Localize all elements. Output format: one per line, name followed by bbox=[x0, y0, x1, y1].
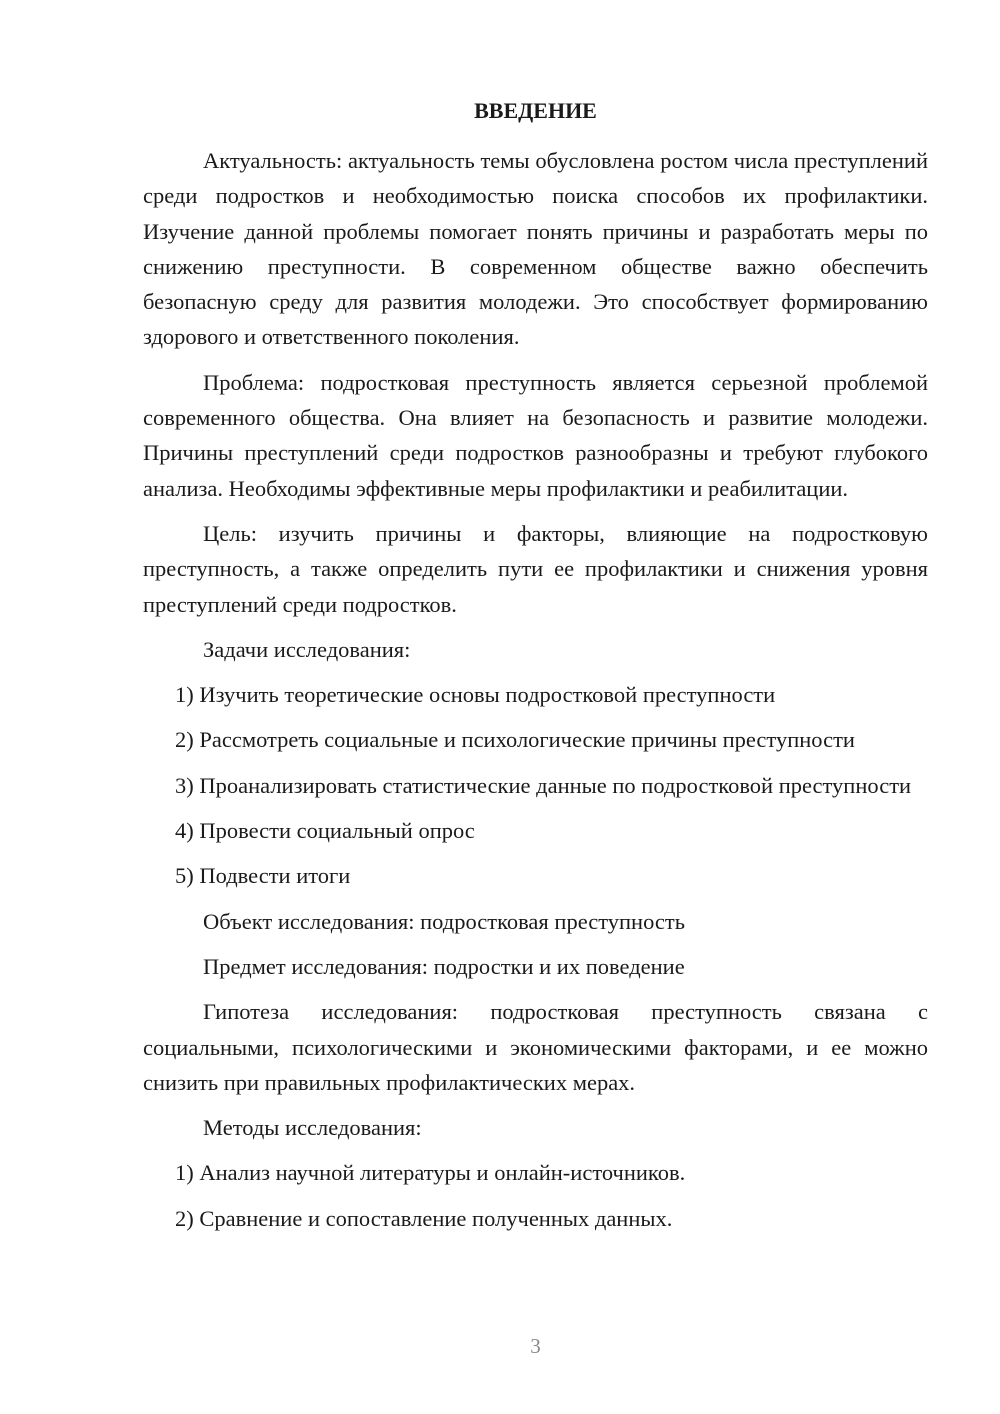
object-paragraph: Объект исследования: подростковая преступность bbox=[203, 908, 685, 934]
page-number: 3 bbox=[530, 1334, 541, 1358]
task-item: 3) Проанализировать статистические данные по подростковой преступности bbox=[175, 772, 912, 798]
goal-paragraph: Цель: изучить причины и факторы, влияющие на подростковую преступность, а также определить пути ее профилактики и снижения уровня преступлений среди подростков. bbox=[143, 520, 928, 617]
tasks-heading: Задачи исследования: bbox=[203, 636, 411, 662]
task-item: 1) Изучить теоретические основы подростковой преступности bbox=[175, 682, 776, 708]
problem-paragraph: Проблема: подростковая преступность является серьезной проблемой современного общества. Она влияет на безопасность и развитие молодежи. Причины преступлений среди подростков разнообразны и требуют глубокого анализа. Необходимы эффективные меры профилактики и реабилитации. bbox=[143, 369, 928, 501]
method-item: 2) Сравнение и сопоставление полученных данных. bbox=[175, 1205, 673, 1231]
page-title: ВВЕДЕНИЕ bbox=[474, 98, 597, 123]
hypothesis-paragraph: Гипотеза исследования: подростковая преступность связана с социальными, психологическими и экономическими факторами, и ее можно снизить при правильных профилактических мерах. bbox=[143, 999, 928, 1095]
task-item: 4) Провести социальный опрос bbox=[175, 818, 475, 844]
document-body bbox=[143, 143, 928, 1236]
methods-heading: Методы исследования: bbox=[203, 1115, 422, 1141]
task-item: 2) Рассмотреть социальные и психологические причины преступности bbox=[175, 727, 855, 753]
relevance-paragraph: Актуальность: актуальность темы обусловлена ростом числа преступлений среди подростков и необходимостью поиска способов их профилактики. Изучение данной проблемы помогает понять причины и разработать меры по снижению преступности. В современном обществе важно обеспечить безопасную среду для развития молодежи. Это способствует формированию здорового и ответственного поколения. bbox=[143, 148, 928, 350]
task-item: 5) Подвести итоги bbox=[175, 863, 351, 889]
method-item: 1) Анализ научной литературы и онлайн-источников. bbox=[175, 1160, 686, 1186]
subject-paragraph: Предмет исследования: подростки и их поведение bbox=[203, 953, 685, 979]
document-page bbox=[143, 0, 928, 1414]
